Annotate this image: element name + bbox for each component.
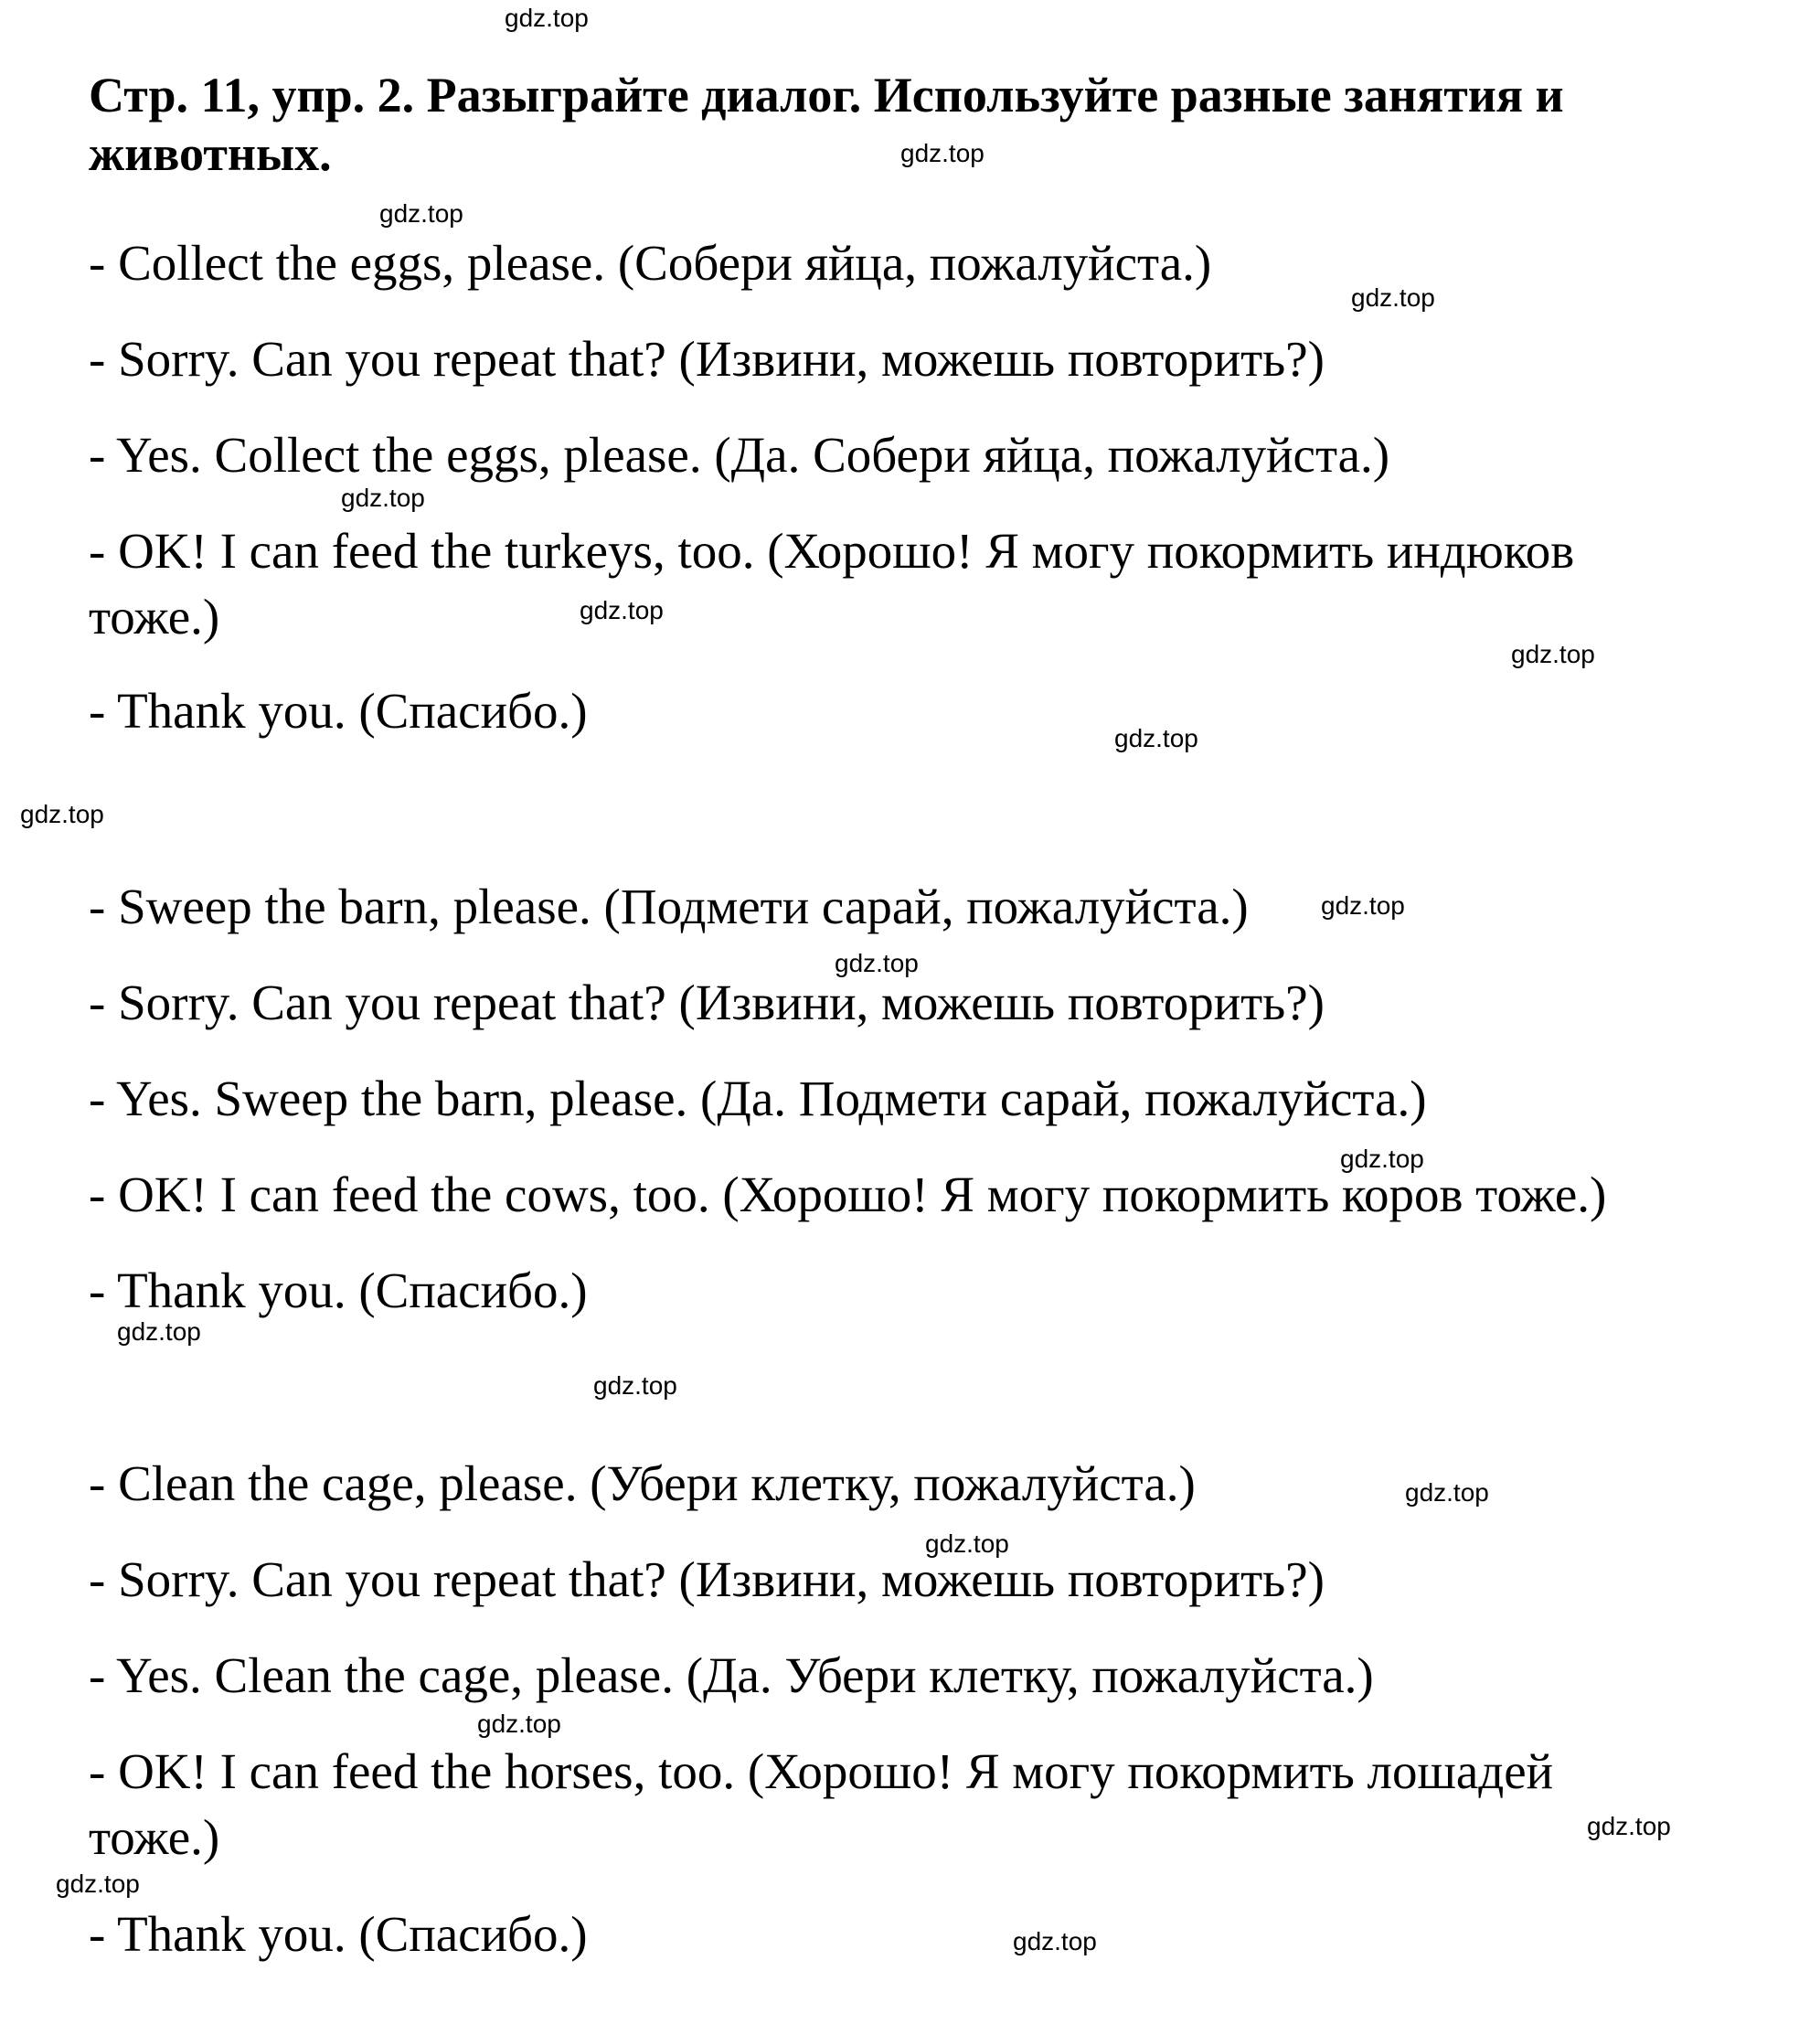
watermark: gdz.top (1587, 1812, 1671, 1840)
watermark: gdz.top (593, 1371, 677, 1400)
watermark: gdz.top (580, 596, 664, 624)
watermark: gdz.top (1340, 1145, 1424, 1173)
watermark: gdz.top (117, 1317, 201, 1346)
watermark: gdz.top (1405, 1478, 1489, 1507)
exercise-title: Стр. 11, упр. 2. Разыграйте диалог. Используйте разные занятия и животных. (89, 68, 1564, 181)
dialogue-3-line-3: - Yes. Clean the cage, please. (Да. Убери клетку, пожалуйста.) (89, 1647, 1374, 1703)
dialogue-3-line-1: - Clean the cage, please. (Убери клетку, пожалуйста.) (89, 1455, 1196, 1511)
dialogue-2-line-3: - Yes. Sweep the barn, please. (Да. Подмети сарай, пожалуйста.) (89, 1071, 1427, 1126)
dialogue-1-line-1: - Collect the eggs, please. (Собери яйца, пожалуйста.) (89, 235, 1212, 291)
dialogue-2-line-1: - Sweep the barn, please. (Подмети сарай, пожалуйста.) (89, 879, 1249, 934)
watermark: gdz.top (1351, 283, 1435, 312)
dialogue-1-line-4: - OK! I can feed the turkeys, too. (Хорошо! Я могу покормить индюков тоже.) (89, 523, 1575, 645)
watermark: gdz.top (1511, 640, 1595, 668)
watermark: gdz.top (1013, 1927, 1097, 1955)
watermark: gdz.top (1321, 891, 1405, 920)
watermark: gdz.top (20, 800, 104, 828)
dialogue-3-line-5: - Thank you. (Спасибо.) (89, 1906, 588, 1962)
watermark: gdz.top (341, 484, 425, 512)
watermark: gdz.top (56, 1870, 140, 1898)
dialogue-2-line-5: - Thank you. (Спасибо.) (89, 1263, 588, 1318)
dialogue-2-line-4: - OK! I can feed the cows, too. (Хорошо! Я могу покормить коров тоже.) (89, 1167, 1607, 1222)
dialogue-3-line-2: - Sorry. Can you repeat that? (Извини, можешь повторить?) (89, 1551, 1325, 1607)
watermark: gdz.top (477, 1710, 561, 1738)
dialogue-3-line-4: - OK! I can feed the horses, too. (Хорошо! Я могу покормить лошадей тоже.) (89, 1743, 1554, 1865)
watermark: gdz.top (835, 949, 919, 977)
watermark: gdz.top (379, 199, 463, 228)
dialogue-2-line-2: - Sorry. Can you repeat that? (Извини, можешь повторить?) (89, 975, 1325, 1030)
watermark: gdz.top (900, 139, 985, 167)
dialogue-1-line-2: - Sorry. Can you repeat that? (Извини, можешь повторить?) (89, 331, 1325, 387)
dialogue-1-line-3: - Yes. Collect the eggs, please. (Да. Собери яйца, пожалуйста.) (89, 427, 1390, 483)
dialogue-1-line-5: - Thank you. (Спасибо.) (89, 683, 588, 739)
watermark: gdz.top (505, 4, 589, 32)
watermark: gdz.top (1114, 724, 1198, 752)
watermark: gdz.top (925, 1529, 1009, 1558)
